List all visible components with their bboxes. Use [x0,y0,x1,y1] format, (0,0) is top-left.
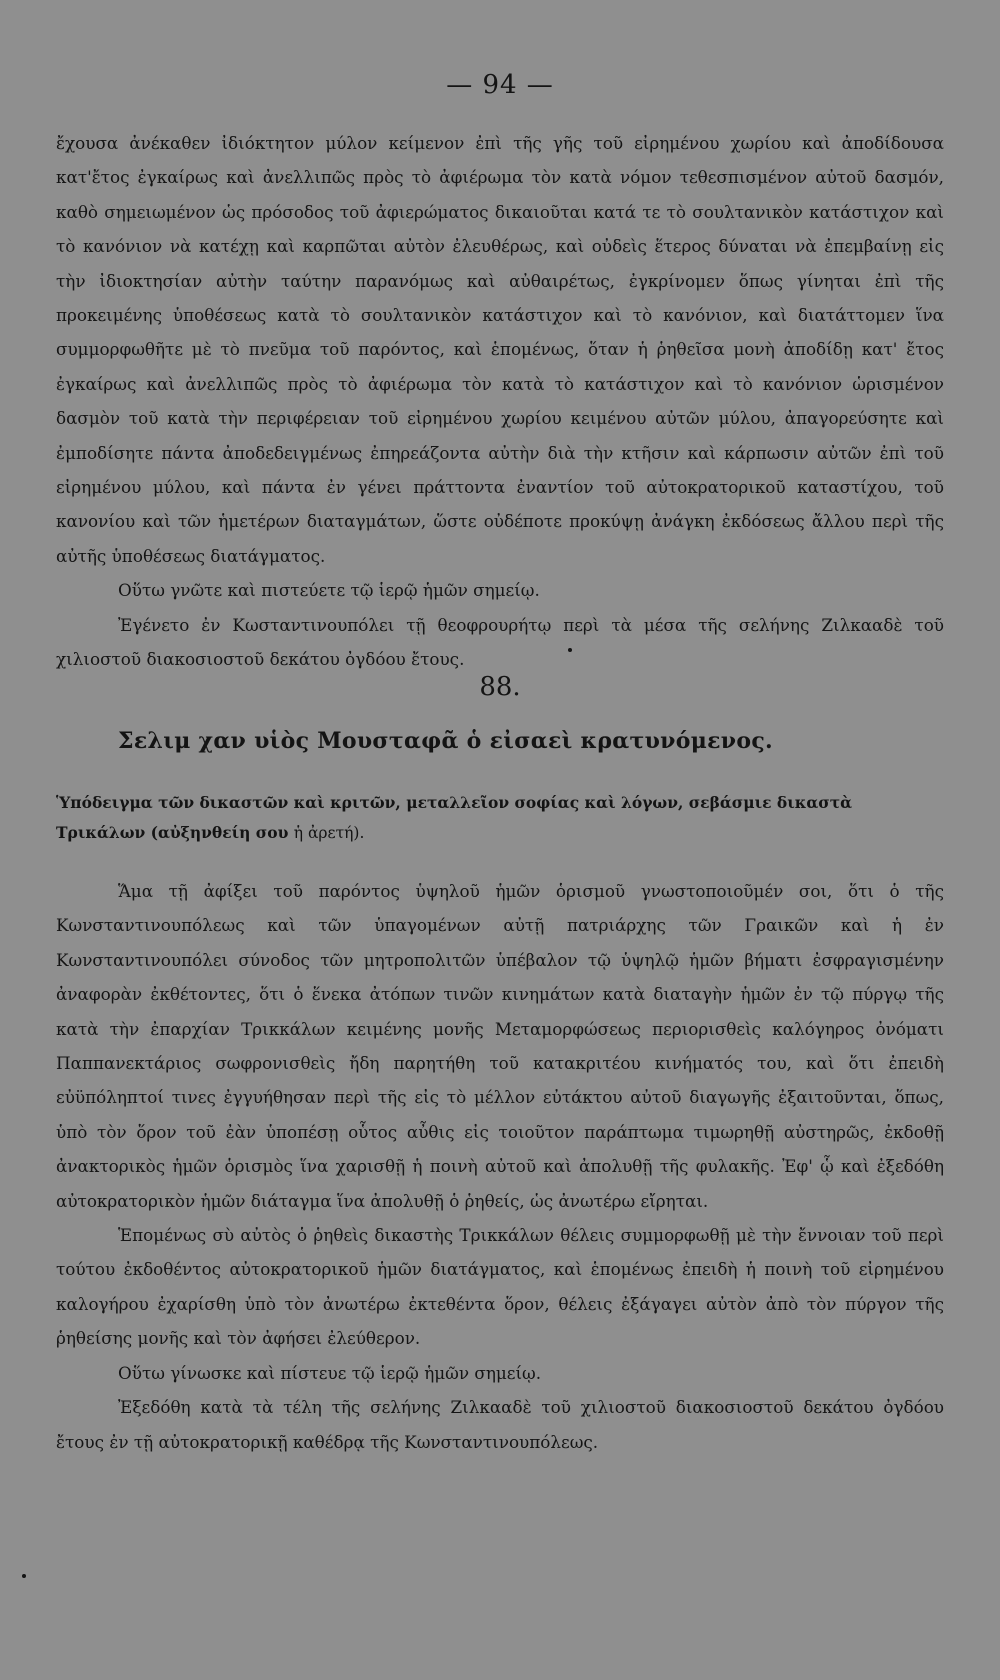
decree-heading: Σελιμ χαν υἱὸς Μουσταφᾶ ὁ εἰσαεὶ κρατυνόμενος. [118,728,773,754]
print-speck [568,648,572,652]
page-number: — 94 — [446,70,554,100]
salutation-plain: ἡ ἀρετή). [293,824,365,842]
body-paragraph: Ἑπομένως σὺ αὐτὸς ὁ ῥηθεὶς δικαστὴς Τρικκάλων θέλεις συμμορφωθῇ μὲ τὴν ἔννοιαν τοῦ περὶ τούτου ἐκδοθέντος αὐτοκρατορικοῦ ἡμῶν διατάγματος, καὶ ἑπομένως ἐπειδὴ ἡ ποινὴ τοῦ εἰρημένου καλογήρου ἐχαρίσθη ὑπὸ τὸν ἀνωτέρω ἐκτεθέντα ὅρον, θέλεις ἐξάγαγει αὐτὸν ἀπὸ τὸν πύργον τῆς ῥηθείσης μονῆς καὶ τὸν ἀφήσει ἐλεύθερον. [56,1225,944,1349]
top-section [56,126,944,677]
top-section-text: ἔχουσα ἀνέκαθεν ἰδιόκτητον μύλον κείμενον ἐπὶ τῆς γῆς τοῦ εἰρημένου χωρίου καὶ ἀποδίδουσα κατ'ἔτος ἐγκαίρως καὶ ἀνελλιπῶς πρὸς τὸ ἀφιέρωμα τὸν κατὰ νόμον τεθεσπισμένον αὐτοῦ δασμόν, καθὸ σημειωμένον ὡς πρόσοδος τοῦ ἀφιερώματος δικαιοῦται κατά τε τὸ σουλτανικὸν κατάστιχον καὶ τὸ κανόνιον νὰ κατέχῃ καὶ καρπῶται αὐτὸν ἐλευθέρως, καὶ οὐδεὶς ἕτερος δύναται νὰ ἐπεμβαίνῃ εἰς τὴν ἰδιοκτησίαν αὐτὴν ταύτην παρανόμως καὶ αὐθαιρέτως, ἐγκρίνομεν ὅπως γίνηται ἐπὶ τῆς προκειμένης ὑποθέσεως κατὰ τὸ σουλτανικὸν κατάστιχον καὶ τὸ κανόνιον, καὶ διατάττομεν ἵνα συμμορφωθῆτε μὲ τὸ πνεῦμα τοῦ παρόντος, καὶ ἑπομένως, ὅταν ἡ ῥηθεῖσα μονὴ ἀποδίδῃ κατ' ἔτος ἐγκαίρως καὶ ἀνελλιπῶς πρὸς τὸ ἀφιέρωμα τὸν κατὰ τὸ κατάστιχον καὶ τὸ κανόνιον ὡρισμένον δασμὸν τοῦ κατὰ τὴν περιφέρειαν τοῦ εἰρημένου χωρίου κειμένου αὐτῶν μύλου, ἀπαγορεύσητε καὶ ἐμποδίσητε πάντα ἀποδεδειγμένως ἐπηρεάζοντα αὐτὴν διὰ τὴν κτῆσιν καὶ κάρπωσιν αὐτῶν ἐπὶ τοῦ εἰρημένου μύλου, καὶ πάντα ἐν γένει πράττοντα ἐναντίον τοῦ αὐτοκρατορικοῦ καταστίχου, τοῦ κανονίου καὶ τῶν ἡμετέρων διαταγμάτων, ὥστε οὐδέποτε προκύψῃ ἀνάγκη ἐκδόσεως ἄλλου περὶ τῆς αὐτῆς ὑποθέσεως διατάγματος. [56,133,944,566]
document-number: 88. [479,672,521,702]
salutation [56,788,944,848]
top-section-closing: Οὕτω γνῶτε καὶ πιστεύετε τῷ ἱερῷ ἡμῶν σημείῳ. [118,580,540,601]
top-section-date: Ἐγένετο ἐν Κωσταντινουπόλει τῇ θεοφρουρήτῳ περὶ τὰ μέσα τῆς σελήνης Ζιλκααδὲ τοῦ χιλιοστοῦ διακοσιοστοῦ δεκάτου ὀγδόου ἔτους. [56,614,944,670]
body-paragraph: Οὕτω γίνωσκε καὶ πίστευε τῷ ἱερῷ ἡμῶν σημείῳ. [118,1362,542,1383]
print-speck [22,1574,26,1578]
body-paragraph: Ἐξεδόθη κατὰ τὰ τέλη τῆς σελήνης Ζιλκααδὲ τοῦ χιλιοστοῦ διακοσιοστοῦ δεκάτου ὀγδόου ἔτους ἐν τῇ αὐτοκρατορικῇ καθέδρᾳ τῆς Κωνσταντινουπόλεως. [56,1397,944,1452]
body-paragraph: Ἅμα τῇ ἀφίξει τοῦ παρόντος ὑψηλοῦ ἡμῶν ὁρισμοῦ γνωστοποιοῦμέν σοι, ὅτι ὁ τῆς Κωνσταντινουπόλεως καὶ τῶν ὑπαγομένων αὐτῇ πατριάρχης τῶν Γραικῶν καὶ ἡ ἐν Κωνσταντινουπόλει σύνοδος τῶν μητροπολιτῶν ὑπέβαλον τῷ ὑψηλῷ ἡμῶν βήματι ἐσφραγισμένην ἀναφορὰν ἐκθέτοντες, ὅτι ὁ ἕνεκα ἀτόπων τινῶν κινημάτων κατὰ διαταγὴν ἡμῶν ἐν τῷ πύργῳ τῆς κατὰ τὴν ἐπαρχίαν Τρικκάλων κειμένης μονῆς Μεταμορφώσεως περιορισθεὶς καλόγηρος ὀνόματι Παππανεκτάριος σωφρονισθεὶς ἤδη παρητήθη τοῦ κατακριτέου κινήματός του, καὶ ὅτι ἐπειδὴ εὐϋπόληπτοί τινες ἐγγυήθησαν περὶ τῆς εἰς τὸ μέλλον εὐτάκτου αὐτοῦ διαγωγῆς ἐξαιτοῦνται, ὅπως, ὑπὸ τὸν ὅρον τοῦ ἐὰν ὑποπέσῃ οὗτος αὖθις εἰς τοιοῦτον παράπτωμα τιμωρηθῇ αὐστηρῶς, ἐκδοθῇ ἀνακτορικὸς ἡμῶν ὁρισμὸς ἵνα χαρισθῇ ἡ ποινὴ αὐτοῦ καὶ ἀπολυθῇ τῆς φυλακῆς. Ἐφ' ᾧ καὶ ἐξεδόθη αὐτοκρατορικὸν ἡμῶν διάταγμα ἵνα ἀπολυθῇ ὁ ῥηθείς, ὡς ἀνωτέρω εἴρηται. [56,881,944,1211]
salutation-bold: Ὑπόδειγμα τῶν δικαστῶν καὶ κριτῶν, μεταλλεῖον σοφίας καὶ λόγων, σεβάσμιε δικαστὰ Τρικάλων (αὐξηνθείη σου [56,793,853,842]
decree-body [56,874,944,1459]
